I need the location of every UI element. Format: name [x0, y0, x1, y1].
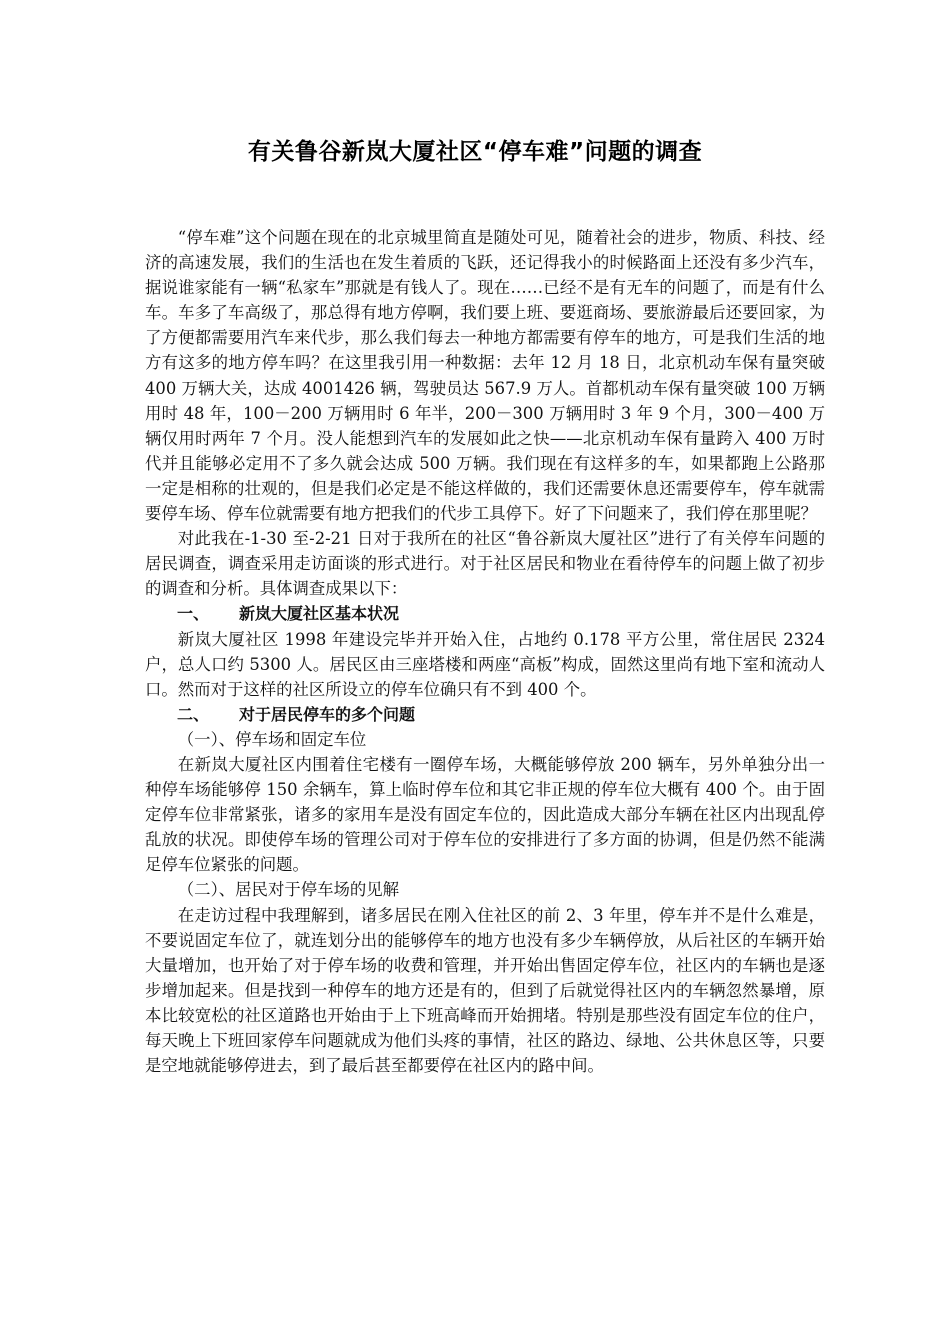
section-title-1: 新岚大厦社区基本状况	[239, 604, 400, 624]
section-number-2: 二、	[177, 704, 210, 724]
section-title-2: 对于居民停车的多个问题	[239, 704, 416, 724]
intro-paragraph-2: 对此我在-1-30 至-2-21 日对于我所在的社区“鲁谷新岚大厦社区”进行了有关停车问题的居民调查，调查采用走访面谈的形式进行。对于社区居民和物业在看待停车的问题上做了初步的调查和分析。具体调查成果以下：	[145, 529, 825, 599]
intro-paragraph-1: “停车难”这个问题在现在的北京城里简直是随处可见，随着社会的进步，物质、科技、经济的高速发展，我们的生活也在发生着质的飞跃，还记得我小的时候路面上还没有多少汽车，据说谁家能有一辆“私家车”那就是有钱人了。现在……已经不是有无车的问题了，而是有什么车。车多了车高级了，那总得有地方停啊，我们要上班、要逛商场、要旅游最后还要回家，为了方便都需要用汽车来代步，那么我们每去一种地方都需要有停车的地方，可是我们生活的地方有这多的地方停车吗？在这里我引用一种数据：去年 12 月 18 日，北京机动车保有量突破 400 万辆大关，达成 4001426 辆，驾驶员达 567.9 万人。首都机动车保有量突破 100 万辆用时 48 年，100－200 万辆用时 6 年半，200－300 万辆用时 3 年 9 个月，300－400 万辆仅用时两年 7 个月。没人能想到汽车的发展如此之快——北京机动车保有量跨入 400 万时代并且能够必定用不了多久就会达成 500 万辆。我们现在有这样多的车，如果都跑上公路那一定是相称的壮观的，但是我们必定是不能这样做的，我们还需要休息还需要停车，停车就需要停车场、停车位就需要有地方把我们的代步工具停下。好了下问题来了，我们停在那里呢？	[145, 228, 825, 524]
section-heading-2	[145, 702, 825, 727]
document-body	[145, 225, 825, 1078]
section-number-1: 一、	[177, 604, 210, 624]
subsection-paragraph-1: 在新岚大厦社区内围着住宅楼有一圈停车场，大概能够停放 200 辆车，另外单独分出一种停车场能够停 150 余辆车，算上临时停车位和其它非正规的停车位大概有 400 个。由于固定停车位非常紧张，诸多的家用车是没有固定车位的，因此造成大部分车辆在社区内出现乱停乱放的状况。即使停车场的管理公司对于停车位的安排进行了多方面的协调，但是仍然不能满足停车位紧张的问题。	[145, 754, 825, 875]
subsection-heading-2: （二）、居民对于停车场的见解	[177, 880, 400, 900]
section-heading-1	[145, 601, 825, 626]
subsection-paragraph-2: 在走访过程中我理解到，诸多居民在刚入住社区的前 2、3 年里，停车并不是什么难是，不要说固定车位了，就连划分出的能够停车的地方也没有多少车辆停放，从后社区的车辆开始大量增加，也开始了对于停车场的收费和管理，并开始出售固定停车位，社区内的车辆也是逐步增加起来。但是找到一种停车的地方还是有的，但到了后就觉得社区内的车辆忽然暴增，原本比较宽松的社区道路也开始由于上下班高峰而开始拥堵。特别是那些没有固定车位的住户，每天晚上下班回家停车问题就成为他们头疼的事情，社区的路边、绿地、公共休息区等，只要是空地就能够停进去，到了最后甚至都要停在社区内的路中间。	[145, 905, 825, 1076]
subsection-heading-1: （一）、停车场和固定车位	[177, 729, 367, 749]
section-paragraph-1: 新岚大厦社区 1998 年建设完毕并开始入住，占地约 0.178 平方公里，常住居民 2324 户，总人口约 5300 人。居民区由三座塔楼和两座“高板”构成，固然这里尚有地下室和流动人口。然而对于这样的社区所设立的停车位确只有不到 400 个。	[145, 629, 825, 699]
document-title: 有关鲁谷新岚大厦社区“停车难”问题的调查	[247, 139, 703, 165]
